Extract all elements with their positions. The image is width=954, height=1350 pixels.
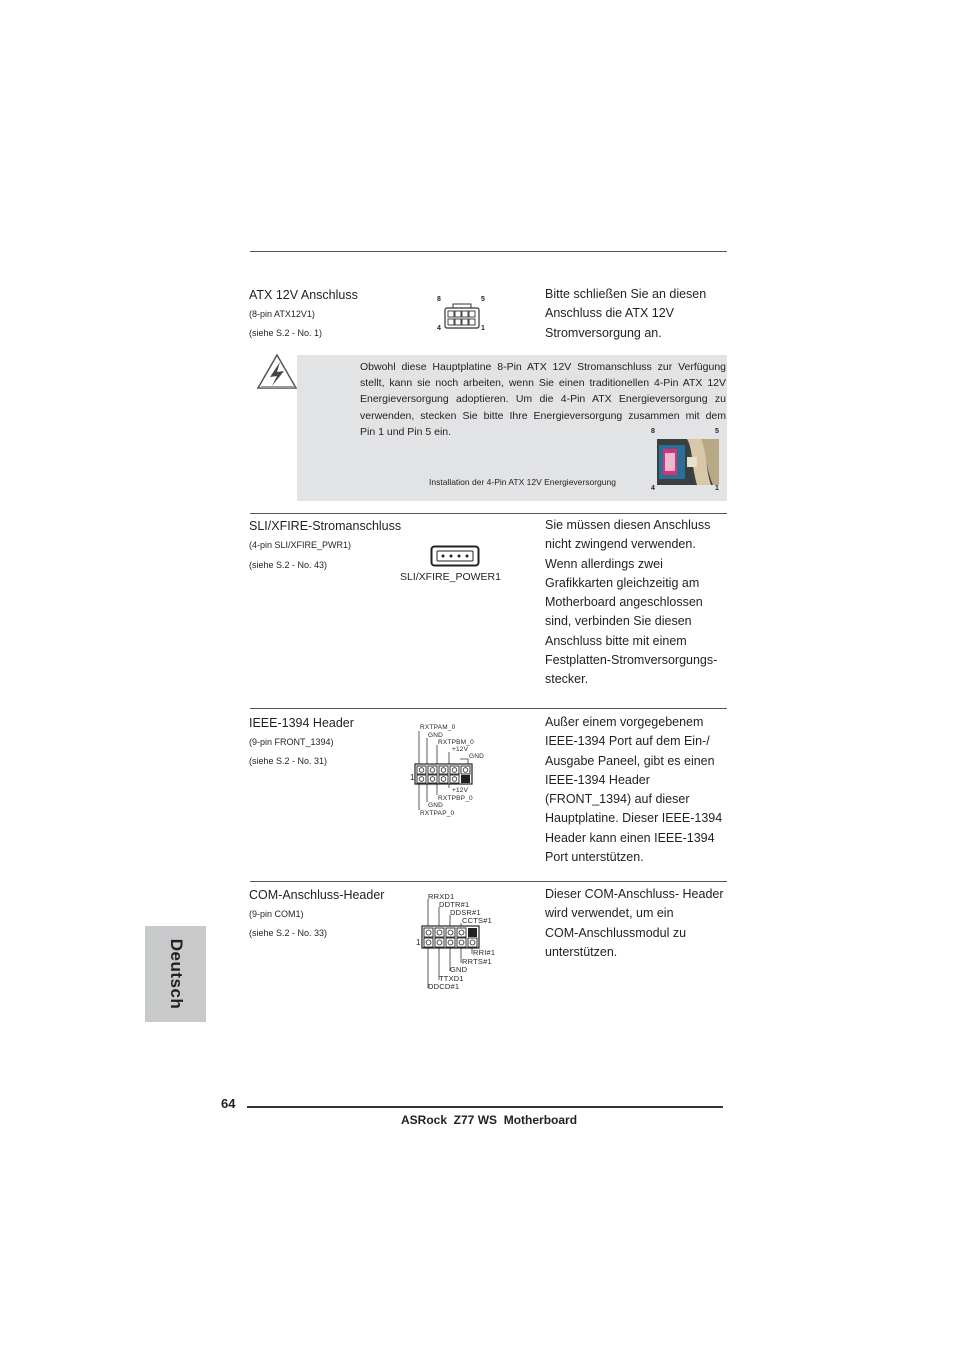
top-rule — [250, 251, 727, 252]
com-pin-gnd: GND — [450, 965, 468, 974]
sli-subtitle: (4-pin SLI/XFIRE_PWR1) — [249, 540, 352, 550]
photo-pin-label-8: 8 — [651, 428, 655, 435]
sli-description: Sie müssen diesen Anschluss nicht zwingend verwenden. Wenn allerdings zwei Grafikkarten gleichzeitig am Motherboard angeschlossen sind, verbinden Sie diesen Anschluss bitte mit einem Festplatten-Stromversorgungs- stecker. — [545, 518, 718, 687]
ieee-pin-one: 1 — [410, 773, 415, 782]
note-text: Obwohl diese Hauptplatine 8-Pin ATX 12V Stromanschluss zur Verfügung stellt, kann sie noch arbeiten, wenn Sie einen traditionellen 4-Pin ATX 12V Energieversorgung adoptieren. Um die 4-Pin ATX Energieversorgung zu verwenden, stecken Sie bitte Ihre Energieversorgung zusammen mit dem Pin 1 und Pin 5 ein. — [360, 361, 726, 438]
ieee1394-header-diagram — [408, 722, 498, 820]
com-reference: (siehe S.2 - No. 33) — [249, 928, 328, 938]
com-pin-ccts1: CCTS#1 — [462, 916, 492, 925]
section-rule-ieee — [250, 708, 727, 709]
note-caption: Installation der 4-Pin ATX 12V Energieversorgung — [429, 477, 616, 487]
sli-power-connector-icon — [430, 545, 480, 567]
com-subtitle: (9-pin COM1) — [249, 909, 304, 919]
side-tab-label: Deutsch — [166, 938, 186, 1010]
page-number: 64 — [221, 1096, 236, 1111]
com-pin-ddtr1: DDTR#1 — [439, 900, 470, 909]
section-rule-com — [250, 881, 727, 882]
com-description: Dieser COM-Anschluss- Header wird verwendet, um ein COM-Anschlussmodul zu unterstützen. — [545, 887, 724, 959]
atx-description: Bitte schließen Sie an diesen Anschluss die ATX 12V Stromversorgung an. — [545, 287, 707, 340]
ieee-pin-rxtpap: RXTPAP_0 — [420, 810, 455, 817]
photo-pin-label-4: 4 — [651, 485, 655, 492]
ieee-reference: (siehe S.2 - No. 31) — [249, 756, 328, 766]
photo-pin-label-1: 1 — [715, 485, 719, 492]
ieee-pin-gnd-top: GND — [428, 732, 444, 739]
atx-title: ATX 12V Anschluss — [249, 288, 358, 302]
ieee-pin-rxtpbm: RXTPBM_0 — [438, 739, 474, 746]
ieee-pin-rxtpbp: RXTPBP_0 — [438, 795, 473, 802]
sli-title: SLI/XFIRE-Stromanschluss — [249, 519, 402, 533]
photo-pin-label-5: 5 — [715, 428, 719, 435]
ieee-description: Außer einem vorgegebenem IEEE-1394 Port auf dem Ein-/ Ausgabe Paneel, gibt es einen IEEE-1394 Header (FRONT_1394) auf dieser Hauptplatine. Dieser IEEE-1394 Header kann einen IEEE-1394 Port unterstützen. — [545, 715, 723, 865]
atx-reference: (siehe S.2 - No. 1) — [249, 328, 323, 338]
com-pin-one: 1 — [416, 938, 421, 947]
com-pin-rrxd1: RRXD1 — [428, 892, 455, 901]
atx12v-connector-icon — [444, 303, 480, 329]
ieee1394-header-icon — [408, 722, 498, 820]
com-pin-rrts1: RRTS#1 — [462, 957, 492, 966]
footer-product-name: ASRock Z77 WS Motherboard — [401, 1113, 578, 1127]
pin-label-1: 1 — [481, 325, 485, 332]
pin-label-5: 5 — [481, 296, 485, 303]
com-header-diagram — [414, 890, 504, 994]
com-pin-ddcd1: DDCD#1 — [428, 982, 460, 991]
ieee-pin-12v-bottom: +12V — [452, 787, 469, 794]
ieee-pin-gnd-bottom: GND — [428, 802, 444, 809]
ieee-pin-rxtpam: RXTPAM_0 — [420, 724, 456, 731]
warning-icon — [255, 352, 299, 392]
com-pin-ddsr1: DDSR#1 — [450, 908, 481, 917]
com-header-icon — [414, 890, 504, 994]
section-rule-sli — [250, 513, 727, 514]
atx12v-connector-diagram — [433, 294, 493, 336]
ieee-subtitle: (9-pin FRONT_1394) — [249, 737, 334, 747]
ieee-pin-gnd-right: GND — [469, 753, 485, 760]
atx-4pin-installation-photo — [648, 426, 724, 496]
pin-label-8: 8 — [437, 296, 441, 303]
footer-rule — [247, 1106, 723, 1108]
atx-subtitle: (8-pin ATX12V1) — [249, 309, 315, 319]
ieee-pin-12v-top: +12V — [452, 746, 469, 753]
ieee-title: IEEE-1394 Header — [249, 716, 354, 730]
com-pin-ttxd1: TTXD1 — [439, 974, 464, 983]
pin-label-4: 4 — [437, 325, 441, 332]
com-pin-rri1: RRI#1 — [473, 948, 496, 957]
sli-reference: (siehe S.2 - No. 43) — [249, 560, 328, 570]
connector-photo-icon — [657, 439, 719, 485]
sli-connector-label: SLI/XFIRE_POWER1 — [400, 571, 501, 583]
language-side-tab — [145, 926, 206, 1022]
com-title: COM-Anschluss-Header — [249, 888, 385, 902]
